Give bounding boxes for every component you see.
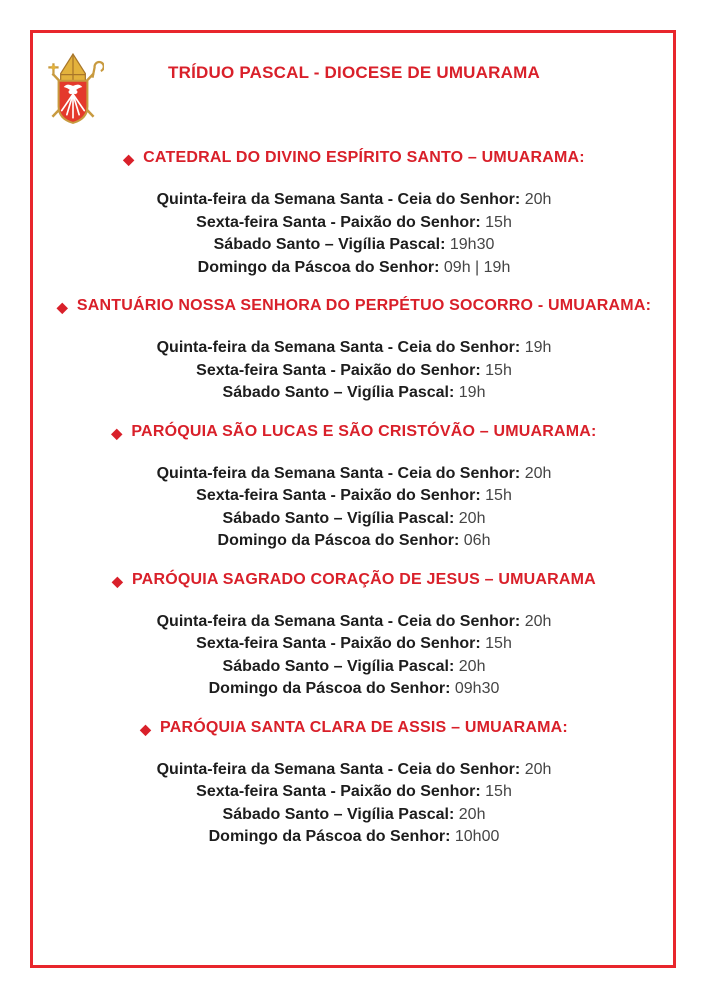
diamond-bullet-icon: ◆ [140, 720, 152, 737]
schedule-line [0, 189, 708, 212]
event-time: 15h [485, 783, 512, 800]
event-time: 15h [485, 487, 512, 504]
event-label: Quinta-feira da Semana Santa - Ceia do Senhor: [156, 464, 521, 482]
event-time: 20h [524, 612, 552, 630]
section-heading [0, 422, 708, 442]
section-heading-text: PARÓQUIA SAGRADO CORAÇÃO DE JESUS – UMUARAMA [132, 570, 596, 588]
event-label: Domingo da Páscoa do Senhor: [208, 828, 451, 845]
schedule-lines [0, 189, 708, 279]
schedule-line [0, 212, 708, 235]
schedule-line [0, 781, 708, 804]
event-time: 06h [463, 532, 491, 549]
diamond-bullet-icon: ◆ [112, 572, 123, 589]
section-heading-text: SANTUÁRIO NOSSA SENHORA DO PERPÉTUO SOCORRO - UMUARAMA: [76, 297, 652, 314]
schedule-lines [0, 337, 708, 405]
schedule-line [0, 508, 708, 531]
event-label: Domingo da Páscoa do Senhor: [208, 680, 451, 697]
diamond-bullet-icon: ◆ [123, 151, 135, 167]
section-heading-text: PARÓQUIA SÃO LUCAS E SÃO CRISTÓVÃO – UMUARAMA: [131, 422, 597, 440]
section-santa-clara [0, 718, 708, 849]
event-time: 20h [458, 657, 486, 675]
event-time: 15h [485, 361, 512, 379]
event-time: 19h [524, 339, 552, 356]
section-sagrado-coracao [0, 570, 708, 701]
schedule-line [0, 611, 708, 634]
section-heading [0, 570, 708, 590]
section-sao-lucas [0, 422, 708, 553]
schedule-line [0, 382, 708, 405]
event-time: 15h [485, 635, 512, 652]
event-time: 09h | 19h [443, 258, 511, 276]
schedule-line [0, 463, 708, 486]
event-label: Quinta-feira da Semana Santa - Ceia do Senhor: [156, 760, 521, 778]
schedule-line [0, 678, 708, 701]
schedule-line [0, 759, 708, 782]
event-time: 20h [524, 464, 552, 482]
page-title: TRÍDUO PASCAL - DIOCESE DE UMUARAMA [168, 63, 540, 82]
schedule-lines [0, 611, 708, 701]
event-label: Sexta-feira Santa - Paixão do Senhor: [196, 213, 481, 231]
schedule-line [0, 360, 708, 383]
schedule-line [0, 485, 708, 508]
section-heading [0, 148, 708, 168]
diamond-bullet-icon: ◆ [56, 299, 68, 315]
section-santuario [0, 296, 708, 405]
schedule-line [0, 234, 708, 257]
event-label: Sábado Santo – Vigília Pascal: [222, 805, 455, 823]
event-label: Quinta-feira da Semana Santa - Ceia do Senhor: [156, 339, 521, 356]
schedule-line [0, 656, 708, 679]
event-time: 20h [458, 509, 486, 527]
schedule-line [0, 337, 708, 360]
event-time: 10h00 [454, 828, 500, 845]
schedule-line [0, 633, 708, 656]
event-time: 15h [485, 213, 512, 231]
event-label: Sexta-feira Santa - Paixão do Senhor: [196, 487, 481, 504]
section-heading-text: CATEDRAL DO DIVINO ESPÍRITO SANTO – UMUARAMA: [143, 149, 585, 166]
event-label: Sexta-feira Santa - Paixão do Senhor: [196, 361, 481, 379]
diamond-bullet-icon: ◆ [111, 424, 123, 441]
diocese-crest-logo [42, 53, 104, 125]
event-time: 20h [524, 760, 552, 778]
event-label: Sábado Santo – Vigília Pascal: [222, 509, 455, 527]
event-time: 09h30 [454, 680, 500, 697]
event-label: Sexta-feira Santa - Paixão do Senhor: [196, 783, 481, 800]
event-label: Sábado Santo – Vigília Pascal: [222, 384, 455, 401]
event-time: 19h [458, 384, 486, 401]
event-label: Quinta-feira da Semana Santa - Ceia do Senhor: [156, 612, 521, 630]
event-time: 20h [458, 805, 486, 823]
schedule-line [0, 804, 708, 827]
schedule-line [0, 530, 708, 553]
event-label: Sexta-feira Santa - Paixão do Senhor: [196, 635, 481, 652]
event-label: Sábado Santo – Vigília Pascal: [222, 657, 455, 675]
schedule-line [0, 257, 708, 280]
event-label: Domingo da Páscoa do Senhor: [197, 258, 440, 276]
schedule-lines [0, 759, 708, 849]
event-label: Sábado Santo – Vigília Pascal: [213, 236, 446, 253]
schedule-line [0, 826, 708, 849]
event-label: Domingo da Páscoa do Senhor: [217, 532, 460, 549]
section-heading [0, 296, 708, 316]
event-time: 20h [524, 191, 552, 208]
section-heading [0, 718, 708, 738]
section-catedral [0, 148, 708, 279]
section-heading-text: PARÓQUIA SANTA CLARA DE ASSIS – UMUARAMA: [160, 718, 568, 736]
event-time: 19h30 [449, 236, 495, 253]
schedule-lines [0, 463, 708, 553]
event-label: Quinta-feira da Semana Santa - Ceia do Senhor: [156, 191, 521, 208]
